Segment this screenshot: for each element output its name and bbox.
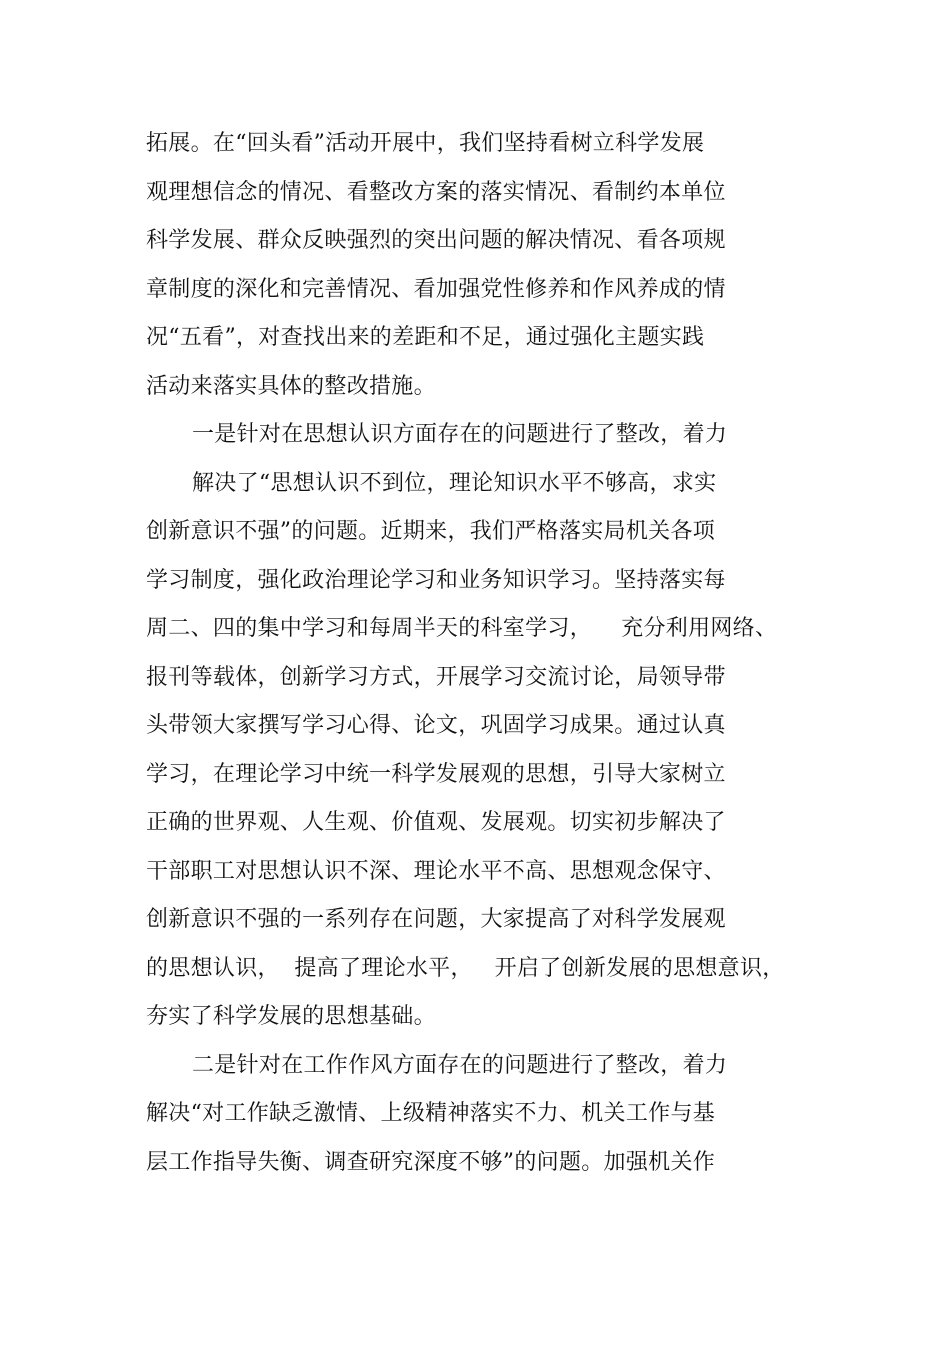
text-line: 学习制度，强化政治理论学习和业务知识学习。坚持落实每	[146, 567, 726, 593]
text-line: 报刊等载体，创新学习方式，开展学习交流讨论，局领导带	[146, 664, 726, 690]
text-line: 周二、四的集中学习和每周半天的科室学习， 充分利用网络、	[146, 616, 778, 641]
body-text	[146, 120, 926, 1187]
text-line: 解决“对工作缺乏激情、上级精神落实不力、机关工作与基	[146, 1101, 716, 1126]
text-line: 干部职工对思想认识不深、理论水平不高、思想观念保守、	[146, 858, 726, 884]
text-line: 的思想认识， 提高了理论水平， 开启了创新发展的思想意识，	[146, 955, 785, 981]
text-line: 学习，在理论学习中统一科学发展观的思想，引导大家树立	[146, 761, 726, 787]
text-line: 层工作指导失衡、调查研究深度不够”的问题。加强机关作	[146, 1149, 716, 1175]
text-line: 头带领大家撰写学习心得、论文，巩固学习成果。通过认真	[146, 713, 726, 738]
text-line: 况“五看”，对查找出来的差距和不足，通过强化主题实践	[146, 325, 705, 350]
text-line: 观理想信念的情况、看整改方案的落实情况、看制约本单位	[146, 179, 726, 205]
text-line: 拓展。在“回头看”活动开展中，我们坚持看树立科学发展	[146, 131, 705, 156]
text-line: 创新意识不强的一系列存在问题，大家提高了对科学发展观	[146, 907, 726, 932]
text-line: 活动来落实具体的整改措施。	[146, 373, 436, 399]
text-line: 解决了“思想认识不到位，理论知识水平不够高，求实	[192, 470, 717, 496]
text-line: 正确的世界观、人生观、价值观、发展观。切实初步解决了	[146, 810, 726, 835]
text-line: 创新意识不强”的问题。近期来，我们严格落实局机关各项	[146, 519, 716, 544]
text-line: 夯实了科学发展的思想基础。	[146, 1004, 436, 1029]
paragraph-start-line: 二是针对在工作作风方面存在的问题进行了整改，着力	[192, 1052, 728, 1078]
text-line: 章制度的深化和完善情况、看加强党性修养和作风养成的情	[146, 276, 726, 302]
text-line: 科学发展、群众反映强烈的突出问题的解决情况、看各项规	[146, 228, 726, 253]
paragraph-start-line: 一是针对在思想认识方面存在的问题进行了整改，着力	[192, 422, 728, 447]
